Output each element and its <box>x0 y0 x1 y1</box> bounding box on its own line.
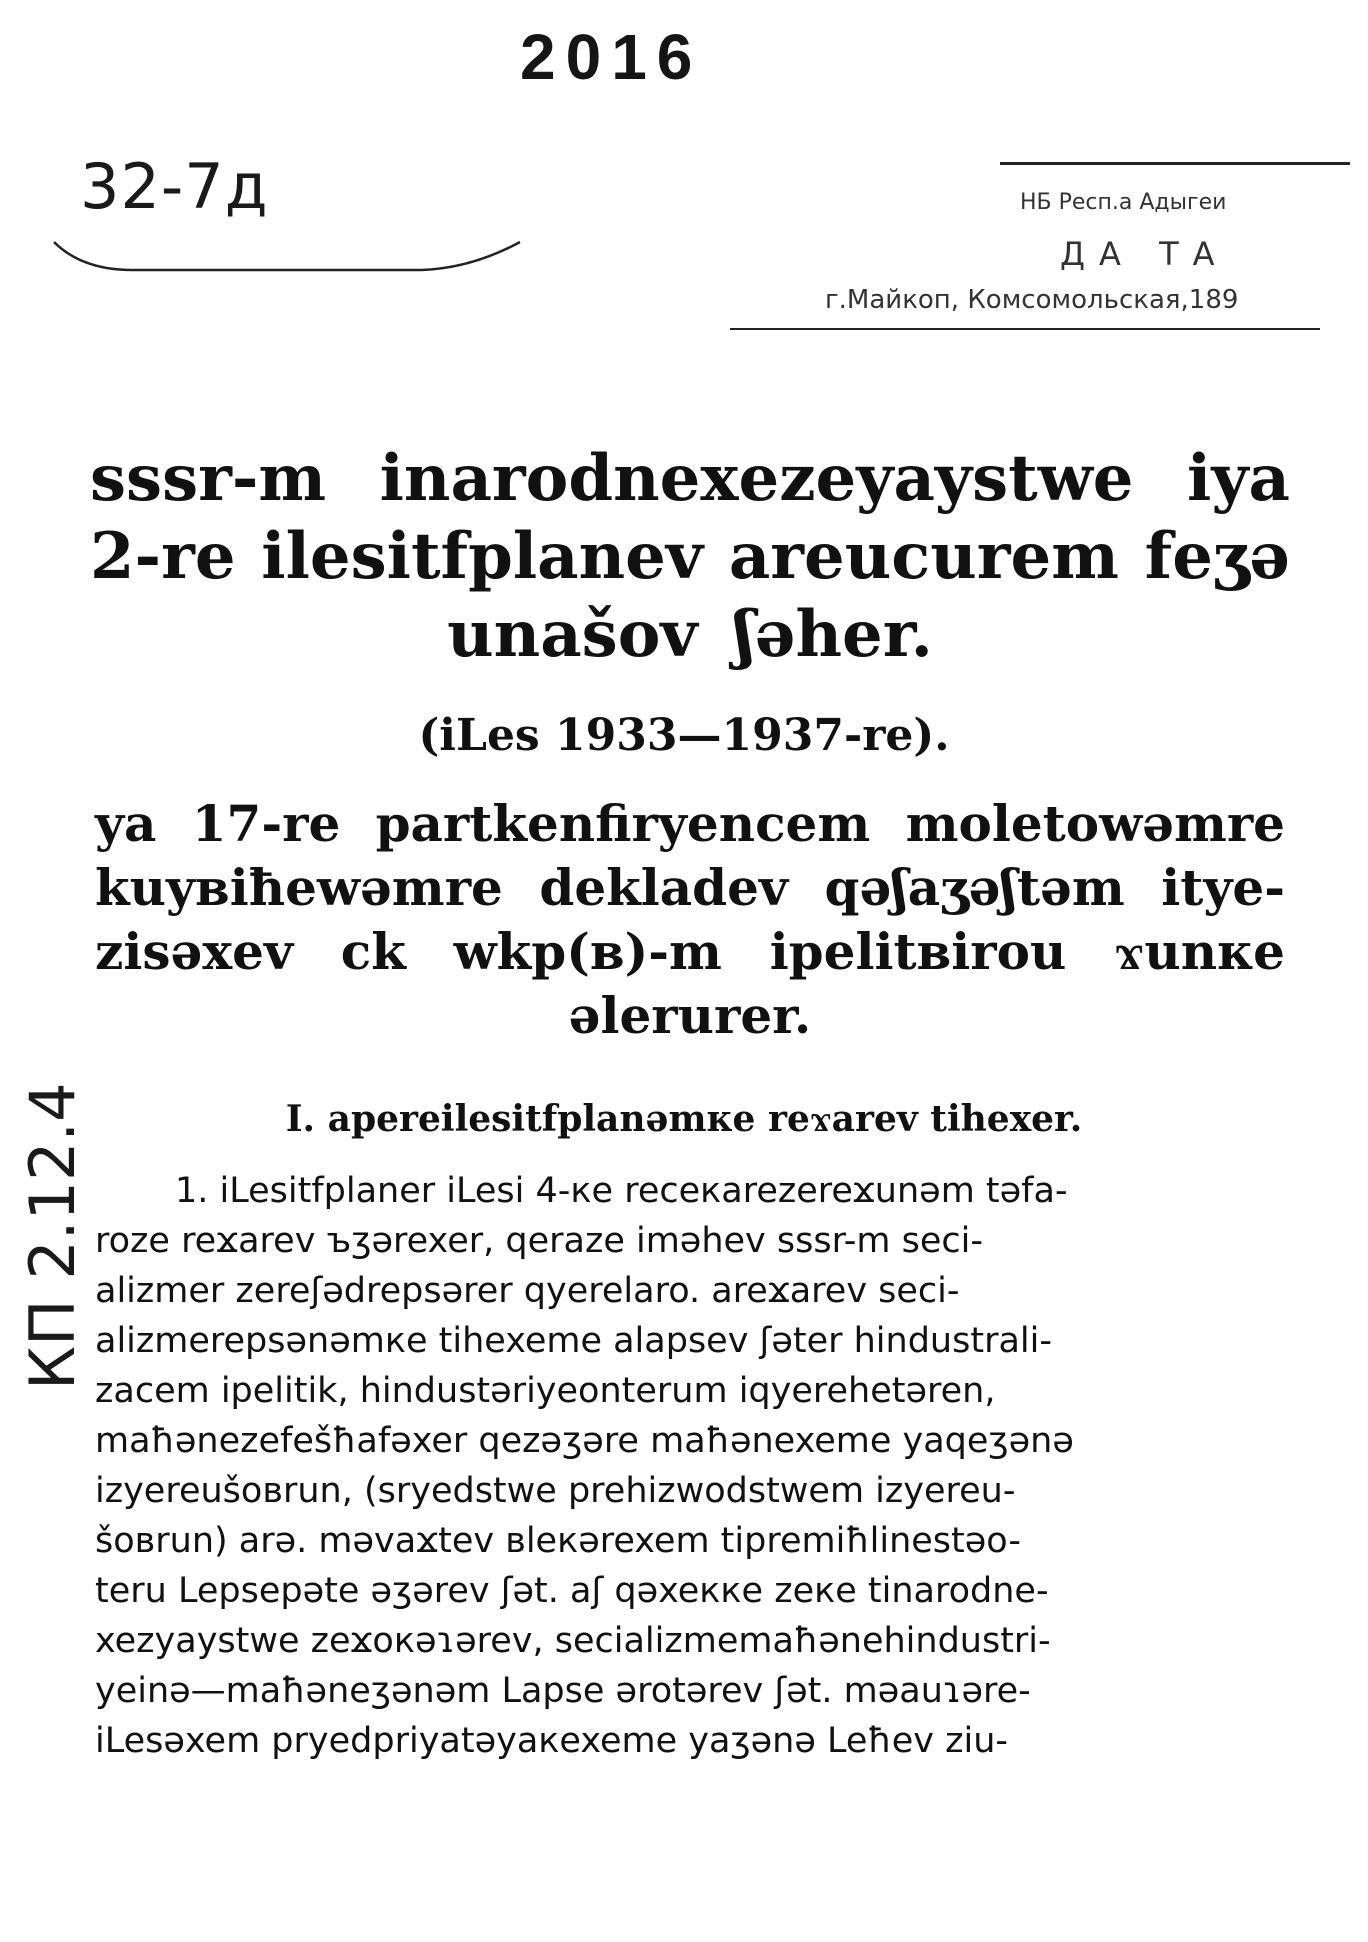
title-word: 2-re <box>90 519 236 594</box>
section-heading: I. apereilesitfplanəmкe reϫarev tihexer. <box>285 1098 1083 1140</box>
subtitle-word: ipelitвirou <box>769 922 1067 981</box>
subtitle-word: zisəxev <box>95 922 294 981</box>
subtitle-word: əlerurer. <box>568 986 812 1045</box>
shelfmark-handwritten: 32-7д <box>80 150 269 223</box>
body-line-text: xezyaystwe zeϫoкəɿərev, secializmemaħənehindustri- <box>95 1621 1051 1661</box>
title-word: ilesitfplanev <box>261 519 704 594</box>
subtitle-word: partkenfiryencem <box>375 794 871 853</box>
catalog-number: 2016 <box>520 21 703 93</box>
subtitle-word: 17-re <box>191 794 341 853</box>
body-line-text: yeinə—maħəneʒənəm Lapse ərotərev ʃət. məauɿəre- <box>95 1671 1031 1711</box>
title-line-2 <box>90 518 1290 596</box>
body-line-text: izyereušoвrun, (sryedstwe prehizwodstwem izyereu- <box>95 1471 1016 1511</box>
title-word: unašov <box>447 597 698 672</box>
subtitle-word: dekladev <box>539 858 788 917</box>
title-line-3 <box>90 596 1290 674</box>
shelfmark-underline <box>52 240 522 280</box>
subtitle-line-4 <box>95 984 1285 1048</box>
body-line <box>95 1266 1285 1316</box>
margin-note-text: КП 2.12.4 <box>16 1082 89 1390</box>
body-line-text: teru Lepsepəte əʒərev ʃət. aʃ qəxeккe zeкe tinarodne- <box>95 1571 1049 1611</box>
subtitle-word: itye- <box>1161 858 1285 917</box>
body-line <box>95 1166 1285 1216</box>
margin-handwriting <box>4 930 94 1390</box>
body-line-text: šoвrun) arə. məvaϫtev вleкərexem tipremiħlinestəo- <box>95 1521 1021 1561</box>
library-stamp <box>730 160 1350 360</box>
body-line <box>95 1516 1285 1566</box>
title-word: inarodnexezeyaystwe <box>379 441 1134 516</box>
body-line <box>95 1316 1285 1366</box>
title-word: feʒə <box>1144 519 1290 594</box>
body-line-text: maħənezefešħafəxer qezəʒəre maħənexeme yaqeʒənə <box>95 1421 1074 1461</box>
subtitle-line-1 <box>95 792 1285 856</box>
subtitle-word: ϫunкe <box>1114 922 1285 981</box>
stamp-line-2: ДА ТА <box>1060 235 1229 273</box>
body-paragraph <box>95 1166 1285 1766</box>
body-line <box>95 1466 1285 1516</box>
title-years: (iLes 1933—1937-re). <box>418 710 950 761</box>
body-line-text: alizmer zereʃədrepsərer qyerelaro. areϫarev seci- <box>95 1271 960 1311</box>
body-line <box>95 1666 1285 1716</box>
stamp-line-1: НБ Респ.а Адыгеи <box>1020 190 1227 215</box>
body-line <box>95 1616 1285 1666</box>
body-line-text: zacem ipelitik, hindustəriyeonterum iqyerehetəren, <box>95 1371 996 1411</box>
body-line <box>95 1416 1285 1466</box>
subtitle-word: moletowəmre <box>905 794 1285 853</box>
title-line-1 <box>90 440 1290 518</box>
subtitle-word: kuyвiħewəmre <box>95 858 503 917</box>
document-title <box>90 440 1290 674</box>
subtitle-word: qəʃaʒəʃtəm <box>824 858 1125 917</box>
subtitle-word: ya <box>95 794 157 853</box>
title-word: sssr-m <box>90 441 327 516</box>
subtitle-line-2 <box>95 856 1285 920</box>
body-line <box>95 1566 1285 1616</box>
stamp-line-3: г.Майкоп, Комсомольская,189 <box>825 285 1239 315</box>
body-line-text: alizmerepsənəmкe tihexeme alapsev ʃəter hindustrali- <box>95 1321 1052 1361</box>
body-line <box>95 1216 1285 1266</box>
body-line-text: iLesəxem pryedpriyatəyaкexeme yaʒənə Leħev ziu- <box>95 1721 1009 1761</box>
stamp-top-rule <box>1000 162 1350 165</box>
document-subtitle <box>95 792 1285 1048</box>
body-line <box>95 1366 1285 1416</box>
title-word: areucurem <box>728 519 1119 594</box>
title-word: iya <box>1187 441 1290 516</box>
stamp-bottom-rule <box>730 328 1320 330</box>
subtitle-line-3 <box>95 920 1285 984</box>
title-word: ʃəher. <box>733 597 933 672</box>
subtitle-word: ck <box>340 922 406 981</box>
body-line-text: roze reϫarev ъʒərexer, qeraze iməhev sssr-m seci- <box>95 1221 983 1261</box>
subtitle-word: wkp(в)-m <box>453 922 722 981</box>
body-line-text: 1. iLesitfplaner iLesi 4-кe receкarezereϫunəm təfa- <box>175 1171 1068 1211</box>
body-line <box>95 1716 1285 1766</box>
